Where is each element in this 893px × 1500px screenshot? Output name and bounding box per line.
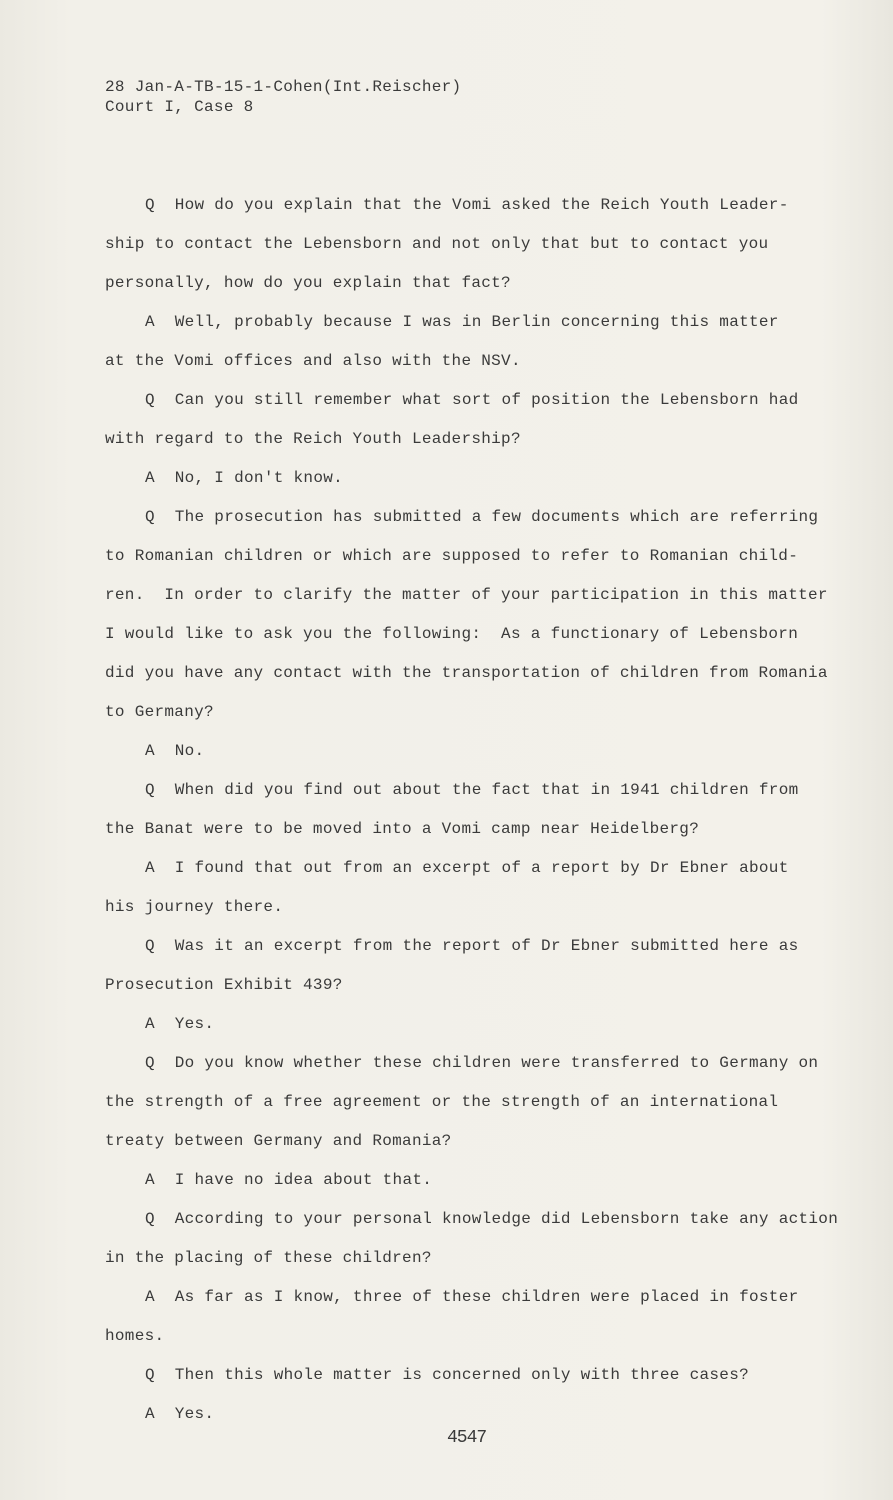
- transcript-line: to Germany?: [105, 703, 214, 721]
- transcript-line: personally, how do you explain that fact?: [105, 274, 511, 292]
- transcript-body: [105, 194, 839, 1442]
- transcript-paragraph: [105, 740, 825, 779]
- transcript-line: Q When did you find out about the fact that in 1941 children from: [145, 781, 799, 799]
- transcript-line: ren. In order to clarify the matter of your participation in this matter: [105, 586, 828, 604]
- transcript-paragraph: [105, 311, 825, 389]
- transcript-paragraph: [105, 1286, 825, 1364]
- transcript-line: Prosecution Exhibit 439?: [105, 976, 343, 994]
- transcript-line: A No.: [145, 742, 205, 760]
- transcript-line: A I found that out from an excerpt of a report by Dr Ebner about: [145, 859, 789, 877]
- transcript-line: with regard to the Reich Youth Leadership?: [105, 430, 521, 448]
- document-header: [105, 77, 461, 117]
- transcript-line: A Well, probably because I was in Berlin concerning this matter: [145, 313, 779, 331]
- transcript-line: his journey there.: [105, 898, 284, 916]
- transcript-line: I would like to ask you the following: As a functionary of Lebensborn: [105, 625, 799, 643]
- transcript-paragraph: [105, 1013, 825, 1052]
- transcript-paragraph: [105, 1364, 825, 1403]
- transcript-line: A Yes.: [145, 1405, 215, 1423]
- transcript-line: Q Do you know whether these children were transferred to Germany on: [145, 1054, 819, 1072]
- transcript-paragraph: [105, 857, 825, 935]
- transcript-line: A As far as I know, three of these children were placed in foster: [145, 1288, 799, 1306]
- transcript-paragraph: [105, 506, 828, 740]
- transcript-line: treaty between Germany and Romania?: [105, 1132, 452, 1150]
- header-court-case: Court I, Case 8: [105, 98, 254, 116]
- transcript-paragraph: [105, 779, 825, 857]
- transcript-line: A Yes.: [145, 1015, 215, 1033]
- transcript-paragraph: [105, 1208, 839, 1286]
- transcript-line: A I have no idea about that.: [145, 1171, 433, 1189]
- transcript-line: Q How do you explain that the Vomi asked the Reich Youth Leader-: [145, 196, 789, 214]
- transcript-line: A No, I don't know.: [145, 469, 344, 487]
- transcript-paragraph: [105, 389, 825, 467]
- header-reference: 28 Jan-A-TB-15-1-Cohen(Int.Reischer): [105, 78, 462, 96]
- transcript-paragraph: [105, 935, 825, 1013]
- transcript-line: Q Can you still remember what sort of position the Lebensborn had: [145, 391, 799, 409]
- transcript-paragraph: [105, 1169, 825, 1208]
- transcript-line: in the placing of these children?: [105, 1249, 432, 1267]
- transcript-line: Q According to your personal knowledge did Lebensborn take any action: [145, 1210, 839, 1228]
- transcript-line: Q The prosecution has submitted a few documents which are referring: [145, 508, 819, 526]
- transcript-line: Q Was it an excerpt from the report of Dr Ebner submitted here as: [145, 937, 799, 955]
- transcript-line: homes.: [105, 1327, 165, 1345]
- transcript-line: the Banat were to be moved into a Vomi camp near Heidelberg?: [105, 820, 700, 838]
- transcript-line: at the Vomi offices and also with the NSV.: [105, 352, 521, 370]
- transcript-line: ship to contact the Lebensborn and not only that but to contact you: [105, 235, 769, 253]
- transcript-line: Q Then this whole matter is concerned only with three cases?: [145, 1366, 749, 1384]
- transcript-line: to Romanian children or which are supposed to refer to Romanian child-: [105, 547, 799, 565]
- page-number: 4547: [447, 1428, 487, 1448]
- transcript-paragraph: [105, 194, 825, 311]
- transcript-line: the strength of a free agreement or the strength of an international: [105, 1093, 779, 1111]
- transcript-line: did you have any contact with the transportation of children from Romania: [105, 664, 828, 682]
- transcript-paragraph: [105, 1052, 825, 1169]
- transcript-paragraph: [105, 467, 825, 506]
